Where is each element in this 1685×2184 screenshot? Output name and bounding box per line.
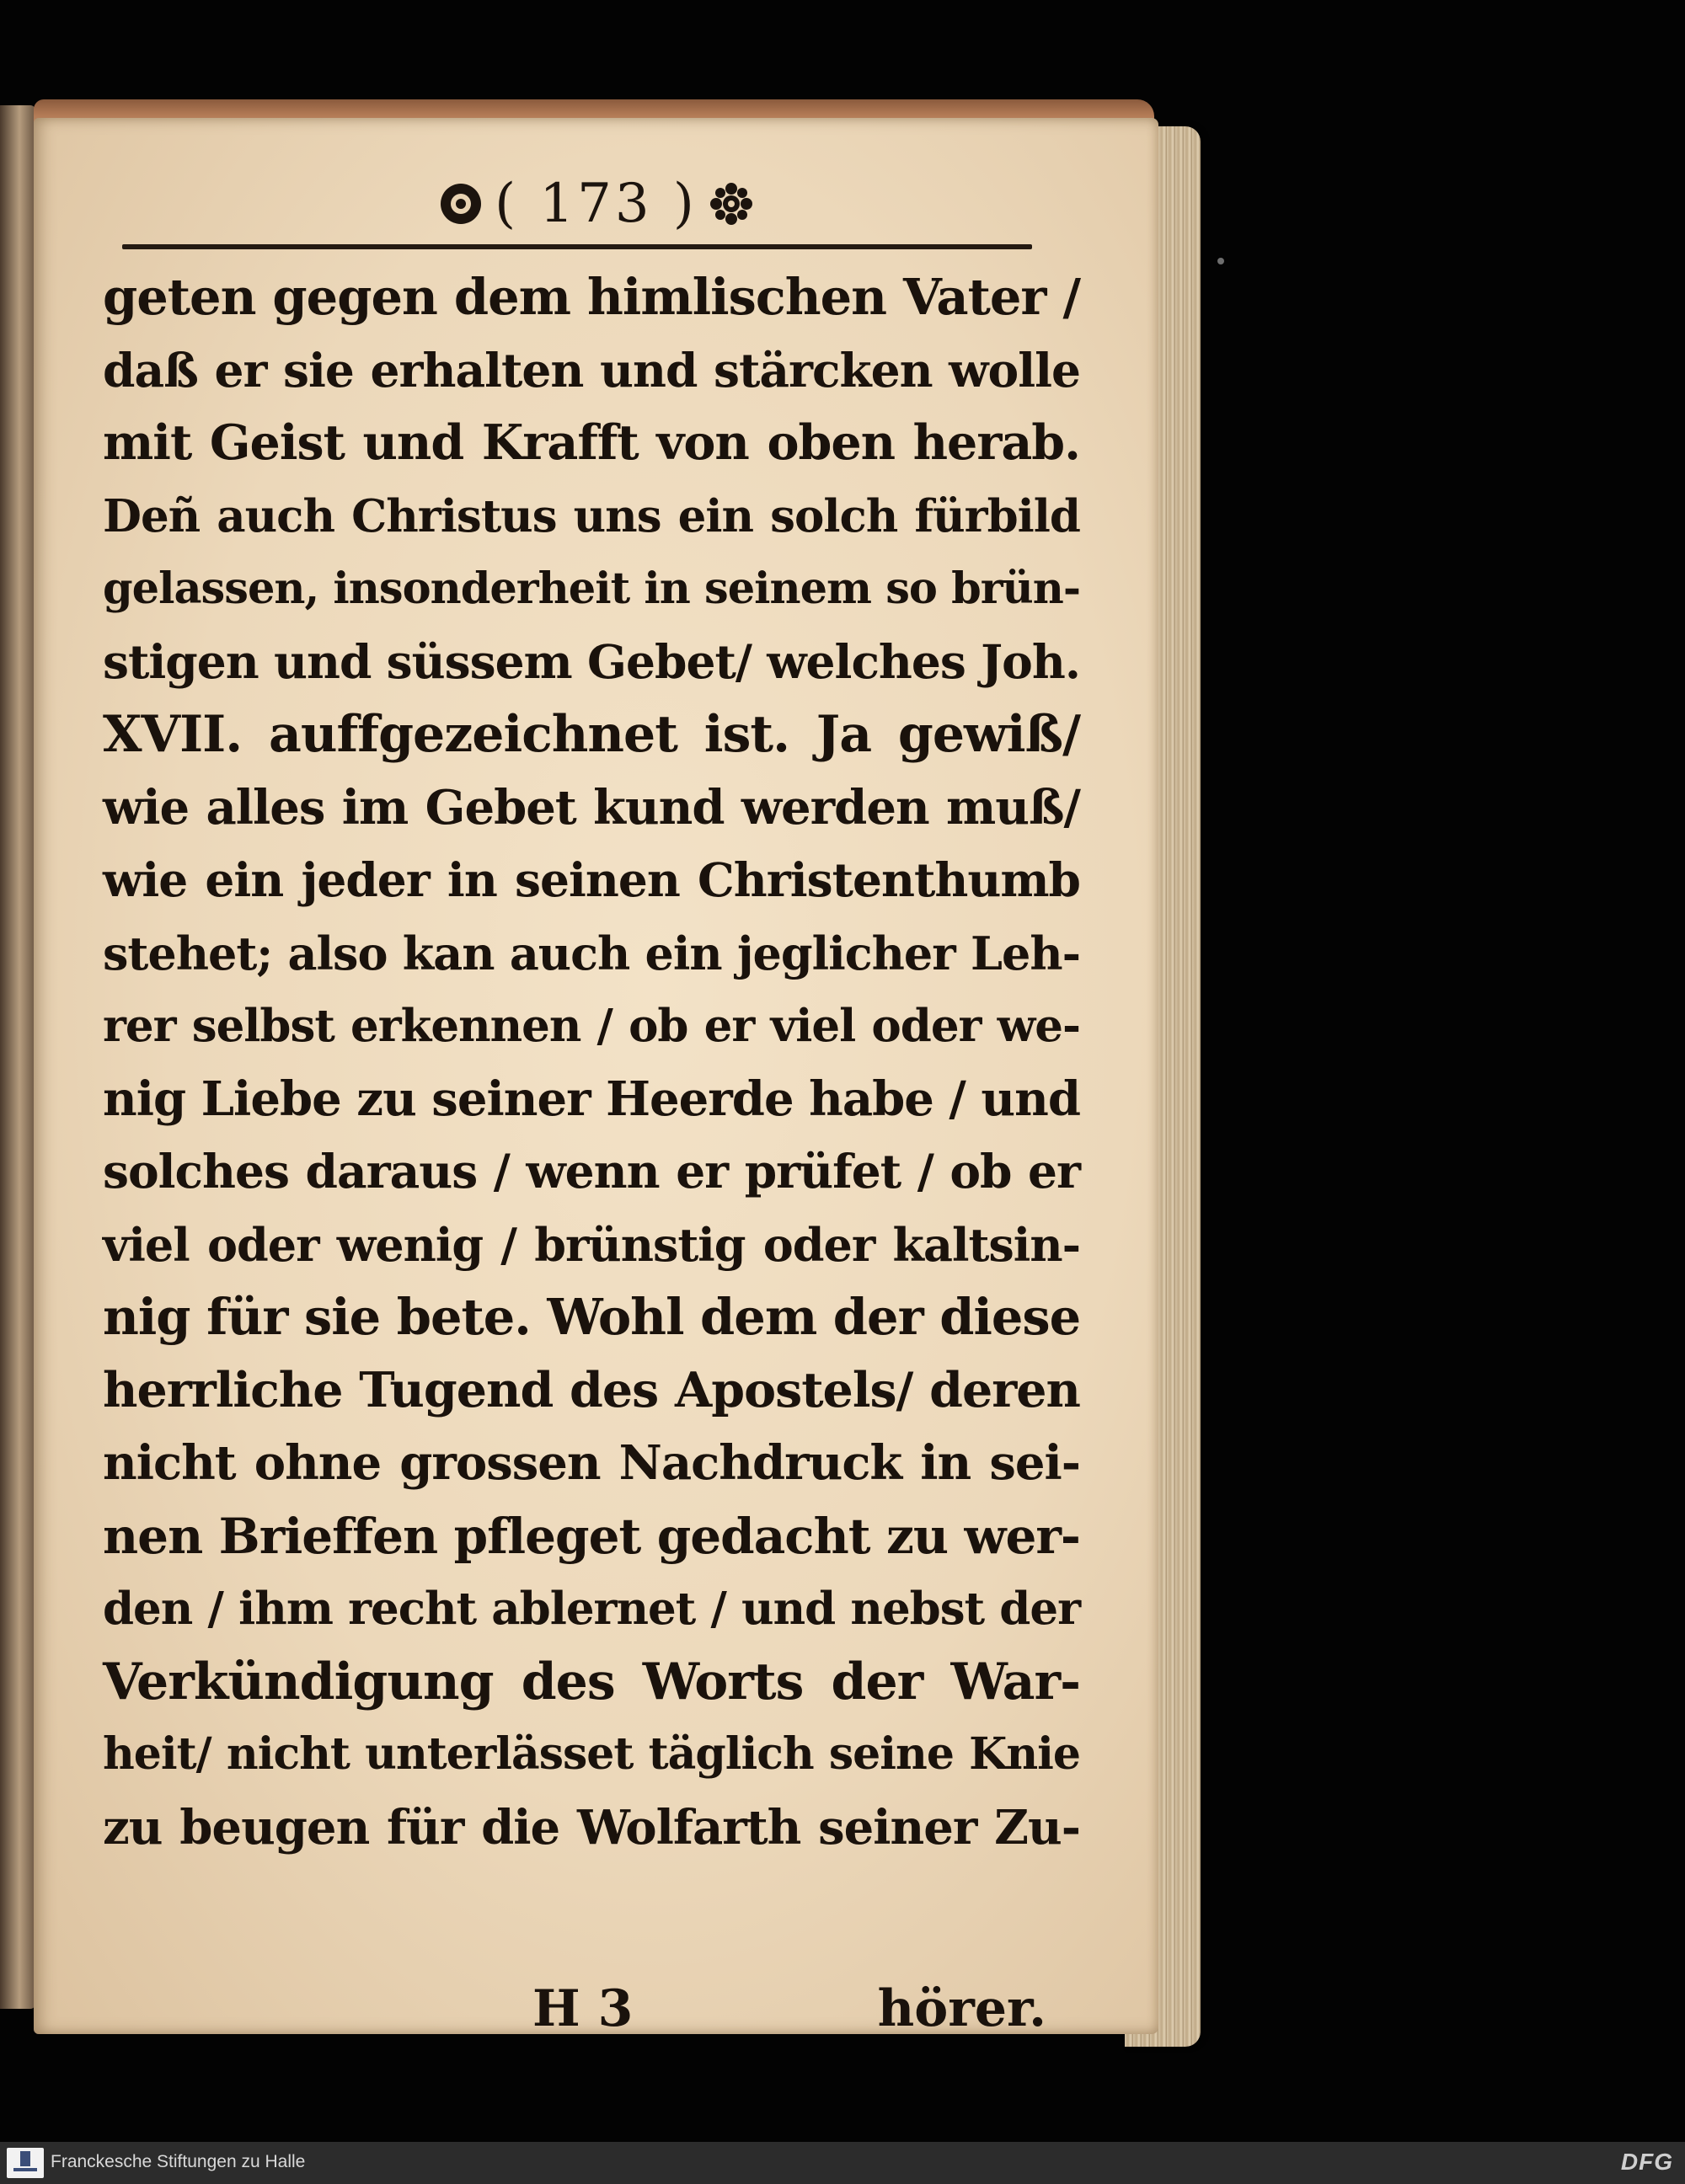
text-line: wie ein jeder in seinen Christenthumb — [103, 852, 1080, 907]
text-line: stehet; also kan auch ein jeglicher Leh- — [103, 926, 1080, 980]
text-line: wie alles im Gebet kund werden muß/ — [103, 779, 1080, 836]
text-line: rer selbst erkennen / ob er viel oder we- — [103, 1000, 1080, 1052]
scan-dust-mark — [1217, 258, 1224, 264]
text-line: Deñ auch Christus uns ein solch fürbild — [103, 489, 1080, 542]
text-line: mit Geist und Krafft von oben herab. — [103, 414, 1080, 471]
page-header — [34, 173, 1158, 248]
page-foot — [103, 1979, 1080, 2047]
text-line: nicht ohne grossen Nachdruck in sei- — [103, 1435, 1080, 1491]
page-number: ( 173 ) — [495, 173, 698, 235]
text-line: daß er sie erhalten und stärcken wolle — [103, 342, 1080, 398]
text-line: viel oder wenig / brünstig oder kaltsin- — [103, 1217, 1080, 1272]
book-page — [34, 118, 1158, 2038]
text-line: XVII. auffgezeichnet ist. Ja gewiß/ — [103, 705, 1080, 764]
text-line: geten gegen dem himlischen Vater / — [103, 268, 1080, 326]
text-line: Verkündigung des Worts der War- — [103, 1652, 1080, 1711]
text-line: den / ihm recht ablernet / und nebst der — [103, 1583, 1080, 1635]
logo-mark-base — [13, 2168, 37, 2171]
catchword: hörer. — [877, 1979, 1046, 2038]
text-line: zu beugen für die Wolfarth seiner Zu- — [103, 1799, 1080, 1856]
institution-name[interactable]: Franckesche Stiftungen zu Halle — [51, 2152, 306, 2171]
rosette-ornament-icon — [437, 180, 484, 227]
text-line: gelassen, insonderheit in seinem so brün- — [103, 563, 1080, 614]
institution-logo-icon[interactable] — [7, 2148, 44, 2178]
rosette-ornament-icon — [708, 180, 755, 227]
text-line: heit/ nicht unterlässet täglich seine Knie — [103, 1728, 1080, 1780]
text-line: nen Brieffen pfleget gedacht zu wer- — [103, 1507, 1080, 1565]
text-line: herrliche Tugend des Apostels/ deren — [103, 1361, 1080, 1418]
facing-page-edge — [0, 105, 35, 2009]
signature-mark: H 3 — [532, 1979, 634, 2038]
dfg-logo[interactable]: DFG — [1620, 2149, 1673, 2175]
text-line: solches daraus / wenn er prüfet / ob er — [103, 1144, 1080, 1199]
viewer-footer — [0, 2142, 1685, 2184]
text-line: stigen und süssem Gebet/ welches Joh. — [103, 633, 1080, 689]
body-text — [103, 261, 1080, 1864]
text-line: nig für sie bete. Wohl dem der diese — [103, 1288, 1081, 1346]
text-line: nig Liebe zu seiner Heerde habe / und — [103, 1071, 1080, 1127]
logo-mark — [20, 2151, 30, 2166]
header-rule — [122, 244, 1032, 249]
